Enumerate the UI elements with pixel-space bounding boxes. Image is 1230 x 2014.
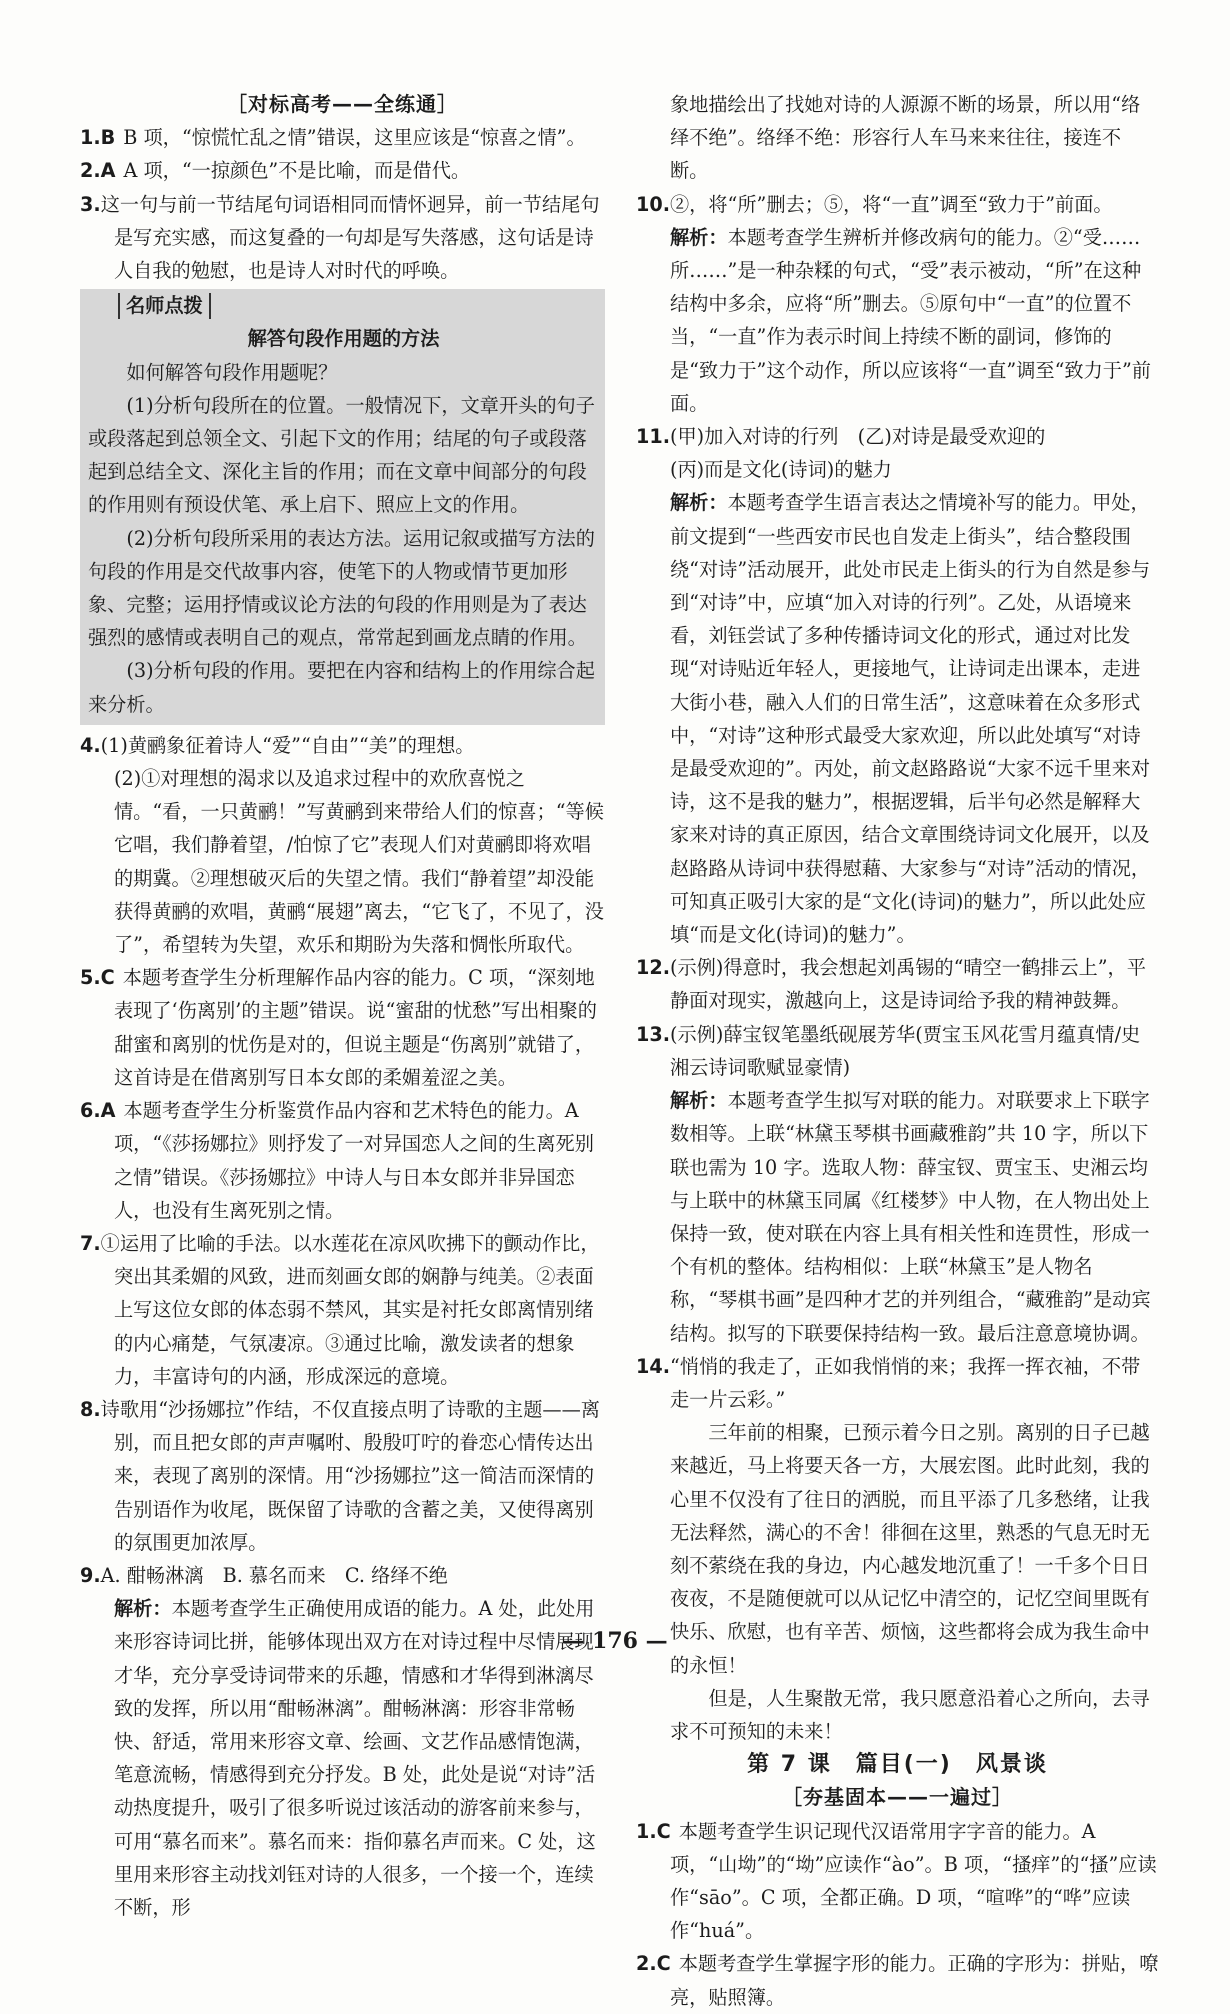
answer-8: 8.诗歌用“沙扬娜拉”作结，不仅直接点明了诗歌的主题——离别，而且把女郎的声声嘱咐、殷殷叮咛的眷恋心情传达出来，表现了离别的深情。用“沙扬娜拉”这一简洁而深情的告别语作为收尾，既保留了诗歌的含蓄之美，又使得离别的氛围更加浓厚。: [80, 1397, 600, 1554]
teacher-tip-box: [80, 289, 605, 725]
analysis-label: 解析：: [670, 1089, 728, 1113]
answer-9: 9.A. 酣畅淋漓 B. 慕名而来 C. 络绎不绝: [80, 1563, 448, 1587]
analysis-label: 解析：: [114, 1597, 172, 1621]
answer-letter: C: [100, 966, 115, 990]
lesson-title: 第 7 课 篇目(一) 风景谈: [747, 1752, 1048, 1778]
answer-10-analysis: 解析：本题考查学生辨析并修改病句的能力。②“受……所……”是一种杂糅的句式，“受”表示被动，“所”在这种结构中多余，应将“所”删去。⑤原句中“一直”的位置不当，“一直”作为表示时间上持续不断的副词，修饰的是“致力于”这个动作，所以应该将“一直”调至“致力于”前面。: [670, 225, 1151, 415]
teacher-tip-paragraph: 如何解答句段作用题呢？: [126, 360, 338, 384]
answer-3: 3.这一句与前一节结尾句词语相同而情怀迥异，前一节结尾句是写充实感，而这复叠的一句却是写失落感，这句话是诗人自我的勉慰，也是诗人对时代的呼唤。: [80, 192, 600, 283]
answer-11: 11.(甲)加入对诗的行列 (乙)对诗是最受欢迎的: [636, 425, 1046, 449]
answer-9-analysis: 解析：本题考查学生正确使用成语的能力。A 处，此处用来形容诗词比拼，能够体现出双方在对诗过程中尽情展现才华，充分享受诗词带来的乐趣，情感和才华得到淋漓尽致的发挥，所以用“酣畅淋漓”。酣畅淋漓：形容非常畅快、舒适，常用来形容文章、绘画、文艺作品感情饱满，笔意流畅，情感得到充分抒发。B 处，此处是说“对诗”活动热度提升，吸引了很多听说过该活动的游客前来参与，可用“慕名而来”。慕名而来：指仰慕名声而来。C 处，这里用来形容主动找刘钰对诗的人很多，一个接一个，连续不断，形: [114, 1597, 596, 1919]
page-number: — 176 —: [562, 1628, 668, 1654]
answer-13: 13.(示例)薛宝钗笔墨纸砚展芳华(贾宝玉风花雪月蕴真情/史湘云诗词歌赋显豪情): [636, 1022, 1141, 1079]
teacher-tip-paragraph: (1)分析句段所在的位置。一般情况下，文章开头的句子或段落起到总领全文、引起下文的作用；结尾的句子或段落起到总结全文、深化主旨的作用；而在文章中间部分的句段的作用则有预设伏笔、承上启下、照应上文的作用。: [88, 393, 595, 517]
teacher-tip-paragraph: (3)分析句段的作用。要把在内容和结构上的作用综合起来分析。: [88, 659, 595, 716]
right-column: [636, 88, 1159, 2014]
answer-4: 4.(1)黄鹂象征着诗人“爱”“自由”“美”的理想。: [80, 733, 475, 757]
answer-letter: C: [656, 1952, 671, 1976]
section-title-basics: ［夯基固本——一遍过］: [782, 1785, 1013, 1810]
analysis-label: 解析：: [670, 225, 728, 249]
answer-13-analysis: 解析：本题考查学生拟写对联的能力。对联要求上下联字数相等。上联“林黛玉琴棋书画藏雅韵”共 10 字，所以下联也需为 10 字。选取人物：薛宝钗、贾宝玉、史湘云均与上联中的林黛玉同属《红楼梦》中人物，在人物出处上保持一致，使对联在内容上具有相关性和连贯性，形成一个有机的整体。结构相似：上联“林黛玉”是人物名称，“琴棋书画”是四种才艺的并列组合，“藏雅韵”是动宾结构。拟写的下联要保持结构一致。最后注意意境协调。: [670, 1089, 1151, 1345]
answer-12: 12.(示例)得意时，我会想起刘禹锡的“晴空一鹤排云上”，平静面对现实，激越向上，这是诗词给予我的精神鼓舞。: [636, 956, 1146, 1013]
lesson7-answer-1: 1.C 本题考查学生识记现代汉语常用字字音的能力。A 项，“山坳”的“坳”应读作“ào”。B 项，“搔痒”的“搔”应读作“sāo”。C 项，全都正确。D 项，“喧哗”的“哗”应读作“huá”。: [636, 1819, 1157, 1943]
answer-1: 1.B B 项，“惊慌忙乱之情”错误，这里应该是“惊喜之情”。: [80, 126, 586, 150]
teacher-tip-title: 解答句段作用题的方法: [247, 327, 440, 351]
answer-7: 7.①运用了比喻的手法。以水莲花在凉风吹拂下的颤动作比，突出其柔媚的风致，进而刻画女郎的娴静与纯美。②表面上写这位女郎的体态弱不禁风，其实是衬托女郎离情别绪的内心痛楚，气氛凄凉。③通过比喻，激发读者的想象力，丰富诗句的内涵，形成深远的意境。: [80, 1231, 600, 1388]
analysis-label: 解析：: [670, 491, 728, 515]
answer-11-part2: (丙)而是文化(诗词)的魅力: [670, 458, 892, 482]
teacher-tip-tag: 名师点拨: [118, 293, 211, 319]
essay-paragraph: 三年前的相聚，已预示着今日之别。离别的日子已越来越近，马上将要天各一方，大展宏图。此时此刻，我的心里不仅没有了往日的洒脱，而且平添了几多愁绪，让我无法释然，满心的不舍！徘徊在这里，熟悉的气息无时无刻不萦绕在我的身边，内心越发地沉重了！一千多个日日夜夜，不是随便就可以从记忆中清空的，记忆空间里既有快乐、欣慰，也有辛苦、烦恼，这些都将会成为我生命中的永恒！: [670, 1421, 1150, 1677]
answer-6: 6.A 本题考查学生分析鉴赏作品内容和艺术特色的能力。A 项，“《莎扬娜拉》则抒发了一对异国恋人之间的生离死别之情”错误。《莎扬娜拉》中诗人与日本女郎并非异国恋人，也没有生离死别之情。: [80, 1099, 594, 1222]
teacher-tip-paragraph: (2)分析句段所采用的表达方法。运用记叙或描写方法的句段的作用是交代故事内容，使笔下的人物或情节更加形象、完整；运用抒情或议论方法的句段的作用则是为了表达强烈的感情或表明自己的观点，常常起到画龙点睛的作用。: [88, 526, 595, 650]
answer-letter: B: [100, 126, 116, 150]
answer-5: 5.C 本题考查学生分析理解作品内容的能力。C 项，“深刻地表现了‘伤离别’的主题”错误。说“蜜甜的忧愁”写出相聚的甜蜜和离别的忧伤是对的，但说主题是“伤离别”就错了，这首诗是在借离别写日本女郎的柔媚羞涩之美。: [80, 966, 597, 1089]
essay-paragraph: 但是，人生聚散无常，我只愿意沿着心之所向，去寻求不可预知的未来！: [670, 1686, 1150, 1743]
answer-9-analysis-continued: 象地描绘出了找她对诗的人源源不断的场景，所以用“络绎不绝”。络绎不绝：形容行人车马来来往往，接连不断。: [670, 93, 1141, 183]
answer-14: 14.“悄悄的我走了，正如我悄悄的来；我挥一挥衣袖，不带走一片云彩。”: [636, 1354, 1141, 1411]
answer-2: 2.A A 项，“一掠颜色”不是比喻，而是借代。: [80, 159, 471, 183]
answer-10: 10.②，将“所”删去；⑤，将“一直”调至“致力于”前面。: [636, 192, 1113, 216]
answer-4-part2: (2)①对理想的渴求以及追求过程中的欢欣喜悦之情。“看，一只黄鹂！”写黄鹂到来带给人们的惊喜；“等候它唱，我们静着望，/怕惊了它”表现人们对黄鹂即将欢唱的期冀。②理想破灭后的失望之情。我们“静着望”却没能获得黄鹂的欢唱，黄鹂“展翅”离去，“它飞了，不见了，没了”，希望转为失望，欢乐和期盼为失落和惆怅所取代。: [114, 767, 604, 957]
answer-letter: C: [656, 1819, 671, 1843]
answer-letter: A: [100, 1099, 116, 1123]
lesson7-answer-2: 2.C 本题考查学生掌握字形的能力。正确的字形为：拼贴，嘹亮，贴照簿。: [636, 1952, 1159, 2009]
answer-letter: A: [100, 159, 116, 183]
answer-11-analysis: 解析：本题考查学生语言表达之情境补写的能力。甲处，前文提到“一些西安市民也自发走上街头”，结合整段围绕“对诗”活动展开，此处市民走上街头的行为自然是参与到“对诗”中，应填“加入对诗的行列”。乙处，从语境来看，刘钰尝试了多种传播诗词文化的形式，通过对比发现“对诗贴近年轻人，更接地气，让诗词走出课本，走进大街小巷，融入人们的日常生活”，这意味着在众多形式中，“对诗”这种形式最受大家欢迎，所以此处填写“对诗是最受欢迎的”。丙处，前文赵路路说“大家不远千里来对诗，这不是我的魅力”，根据逻辑，后半句必然是解释大家来对诗的真正原因，结合文章围绕诗词文化展开，以及赵路路从诗词中获得慰藉、大家参与“对诗”活动的情况，可知真正吸引大家的是“文化(诗词)的魅力”，所以此处应填“而是文化(诗词)的魅力”。: [670, 491, 1151, 947]
section-title-practice: ［对标高考——全练通］: [227, 92, 458, 116]
